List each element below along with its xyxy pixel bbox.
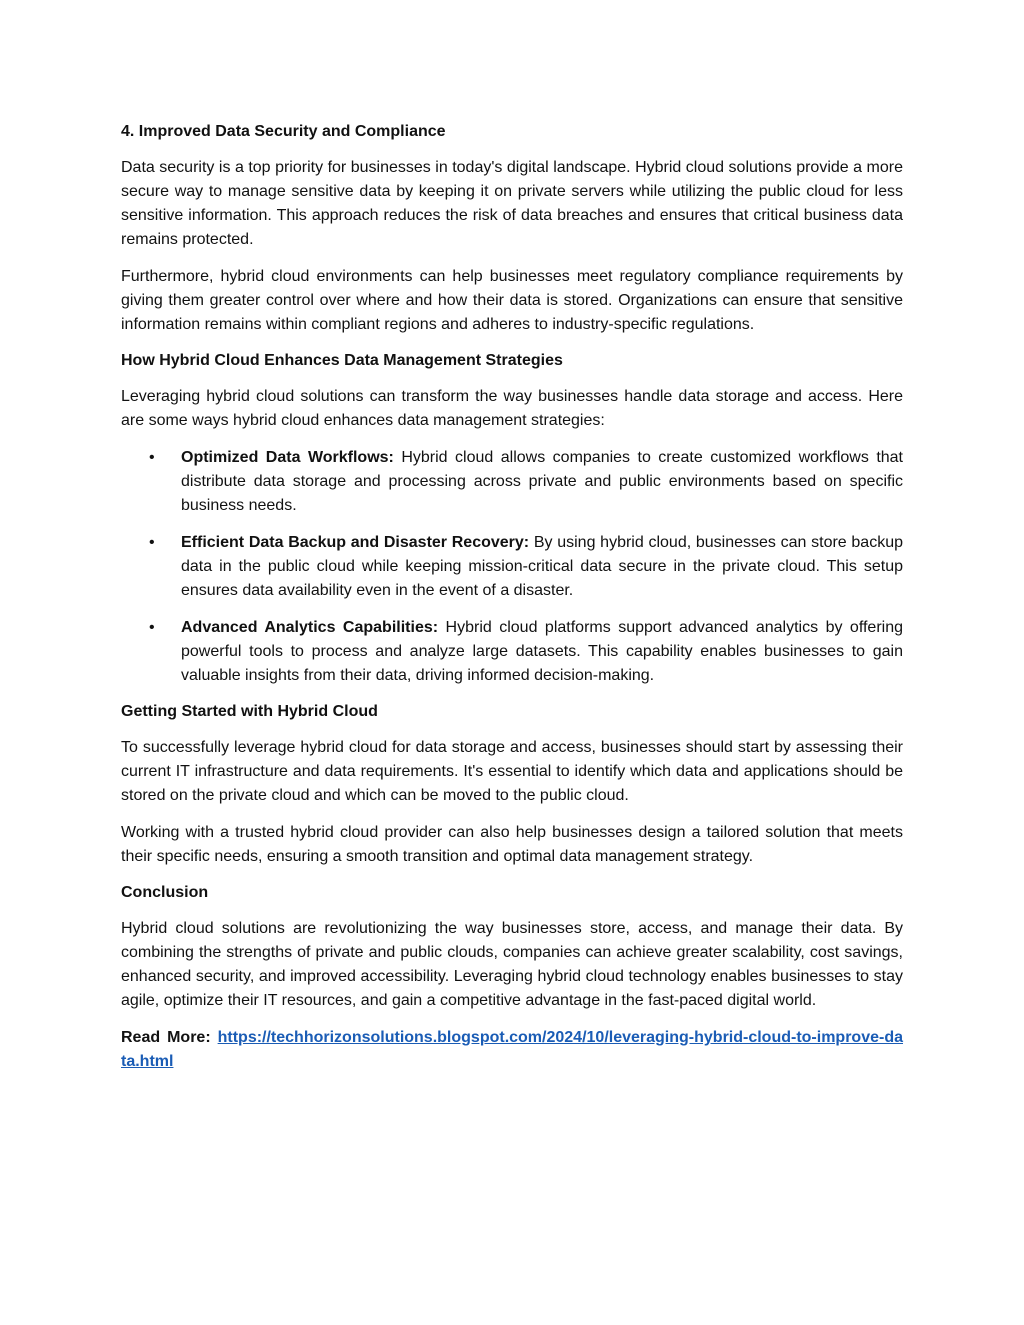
list-item [149, 531, 904, 603]
section-heading-security: 4. Improved Data Security and Compliance [121, 123, 446, 140]
list-item-title: Efficient Data Backup and Disaster Recovery: [181, 534, 530, 551]
bullet-icon: • [149, 619, 155, 636]
list-item [149, 446, 903, 518]
list-item-title: Optimized Data Workflows: [181, 449, 394, 466]
paragraph: Furthermore, hybrid cloud environments can help businesses meet regulatory compliance requirements by giving them greater control over where and how their data is stored. Organizations can ensure that sensitive information remains within compliant regions and adheres to industry-specific regulations. [121, 268, 903, 333]
list-item-text: Hybrid cloud platforms support advanced analytics by offering powerful tools to process and analyze large datasets. This capability enables businesses to gain valuable insights from their data, driving informed decision-making. [181, 619, 904, 684]
paragraph: Data security is a top priority for businesses in today's digital landscape. Hybrid cloud solutions provide a more secure way to manage sensitive data by keeping it on private servers while utilizing the public cloud for less sensitive information. This approach reduces the risk of data breaches and ensures that critical business data remains protected. [121, 159, 903, 248]
paragraph: Working with a trusted hybrid cloud provider can also help businesses design a tailored solution that meets their specific needs, ensuring a smooth transition and optimal data management strategy. [121, 824, 903, 865]
document-page [121, 121, 903, 1087]
read-more [121, 1026, 903, 1074]
section-heading-getting-started: Getting Started with Hybrid Cloud [121, 703, 378, 720]
list-item [149, 616, 904, 688]
list-item-text: By using hybrid cloud, businesses can store backup data in the public cloud while keeping mission-critical data secure in the private cloud. This setup ensures data availability even in the event of a disaster. [181, 534, 904, 599]
paragraph: Hybrid cloud solutions are revolutionizing the way businesses store, access, and manage their data. By combining the strengths of private and public clouds, companies can achieve greater scalability, cost savings, enhanced security, and improved accessibility. Leveraging hybrid cloud technology enables businesses to stay agile, optimize their IT resources, and gain a competitive advantage in the fast-paced digital world. [121, 920, 903, 1009]
read-more-label: Read More: [121, 1029, 211, 1046]
strategy-list [121, 446, 903, 688]
paragraph: Leveraging hybrid cloud solutions can transform the way businesses handle data storage and access. Here are some ways hybrid cloud enhances data management strategies: [121, 388, 903, 429]
paragraph: To successfully leverage hybrid cloud for data storage and access, businesses should start by assessing their current IT infrastructure and data requirements. It's essential to identify which data and applications should be stored on the private cloud and which can be moved to the public cloud. [121, 739, 903, 804]
section-heading-conclusion: Conclusion [121, 884, 209, 901]
read-more-link[interactable]: https://techhorizonsolutions.blogspot.com/2024/10/leveraging-hybrid-cloud-to-improve-data.html [121, 1029, 903, 1070]
bullet-icon: • [149, 449, 155, 466]
list-item-text: Hybrid cloud allows companies to create customized workflows that distribute data storage and processing across private and public environments based on specific business needs. [181, 449, 903, 514]
list-item-title: Advanced Analytics Capabilities: [181, 619, 439, 636]
section-heading-data-management: How Hybrid Cloud Enhances Data Management Strategies [121, 352, 563, 369]
bullet-icon: • [149, 534, 155, 551]
